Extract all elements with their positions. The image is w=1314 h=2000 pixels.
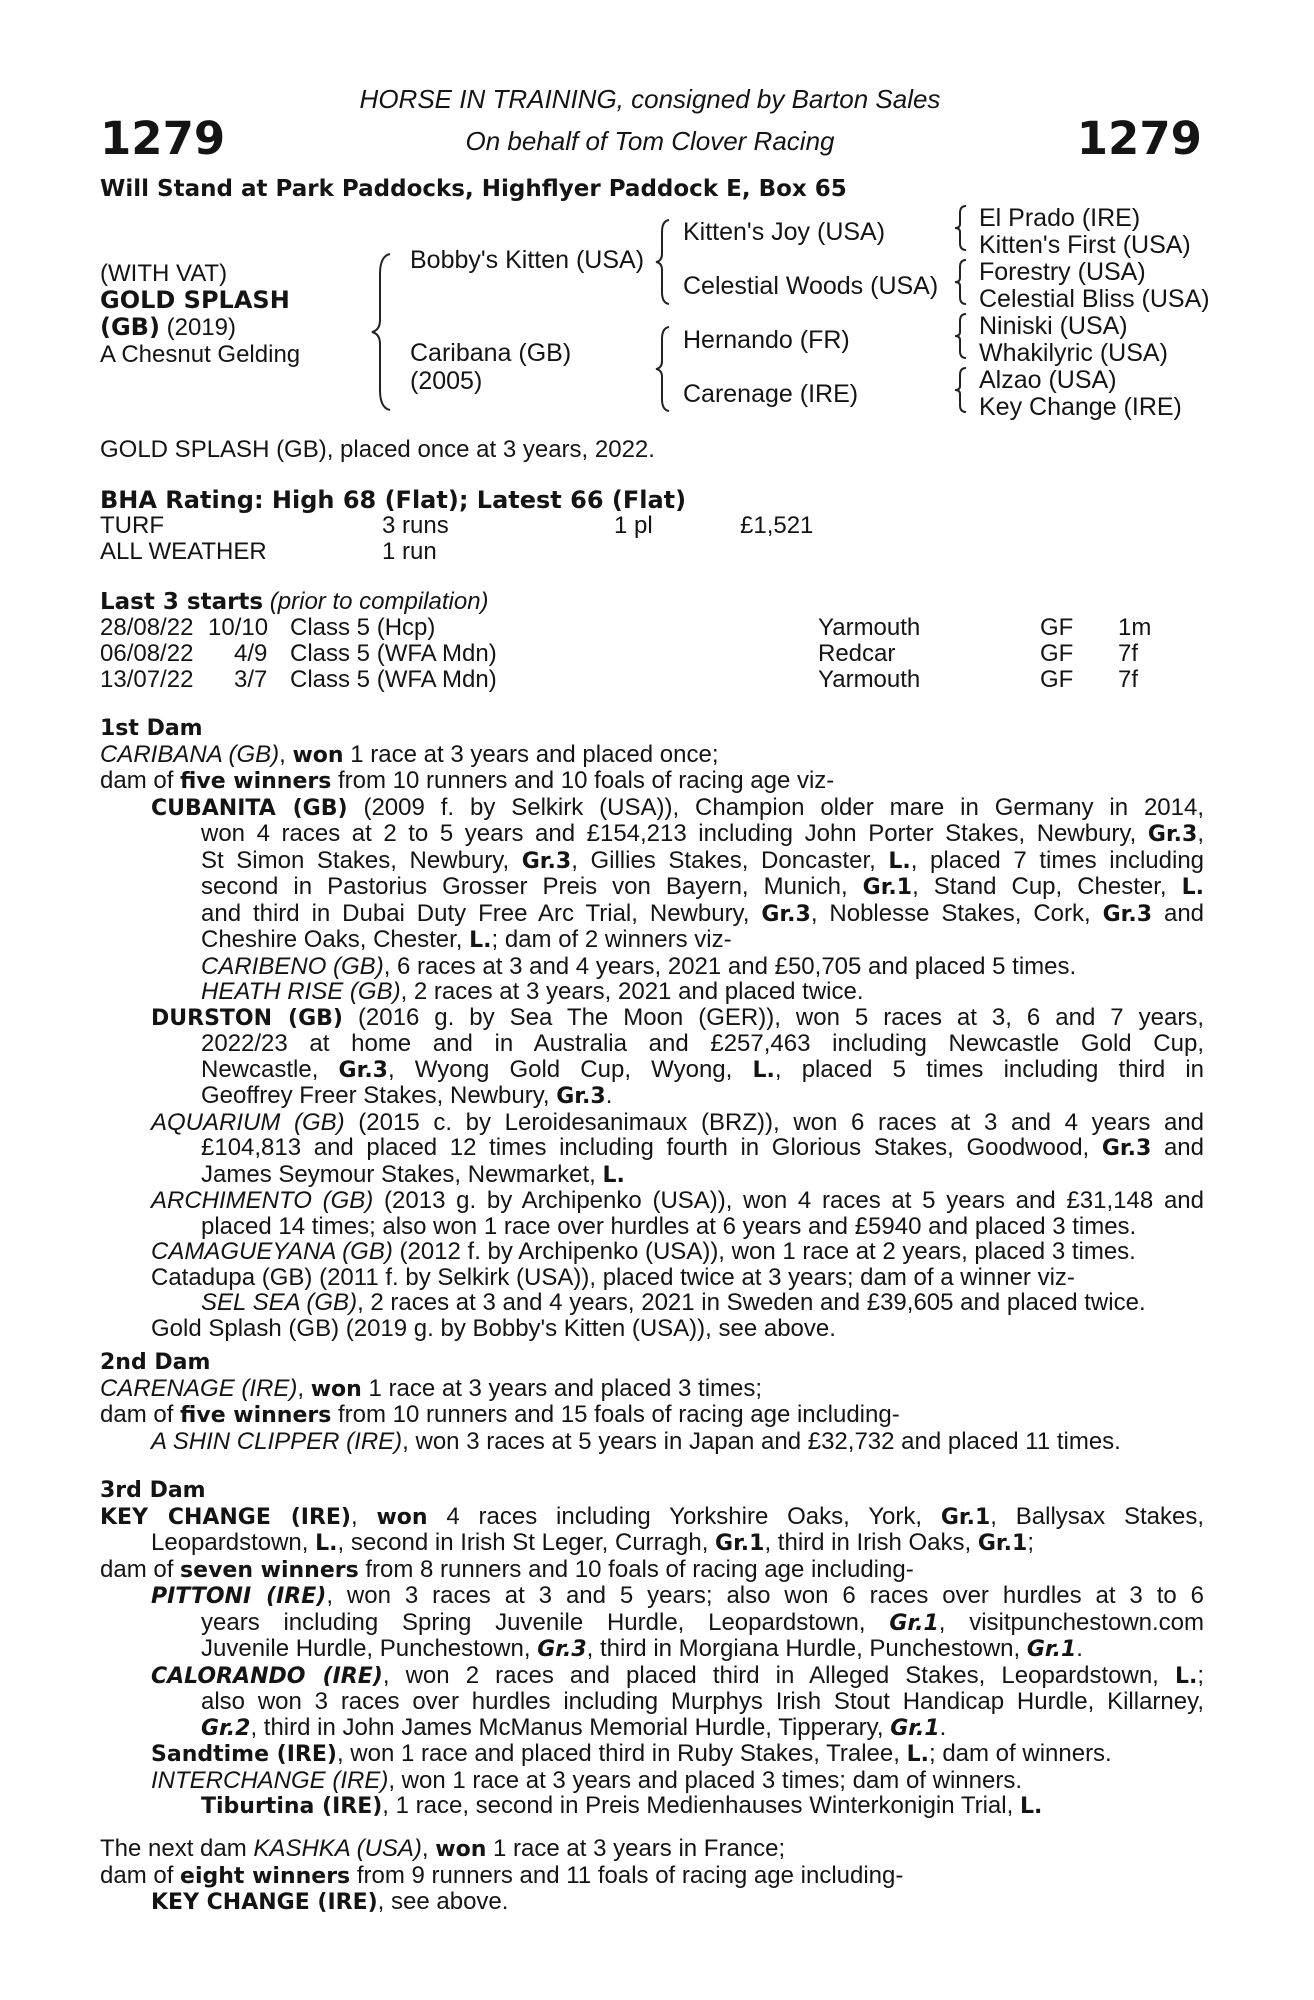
text: from 10 runners and 15 foals of racing age including- bbox=[331, 1401, 900, 1428]
text: ; bbox=[1027, 1529, 1034, 1556]
first-dam-section bbox=[100, 716, 1204, 1341]
archimento-line-1 bbox=[100, 1188, 1204, 1214]
text: , bbox=[421, 1835, 436, 1862]
aquarium-line-2 bbox=[100, 1135, 1204, 1162]
aquarium-name: AQUARIUM (GB) bbox=[151, 1108, 345, 1136]
calorando-line-2: also won 3 races over hurdles including Murphys Irish Stout Handicap Hurdle, Killarney, bbox=[201, 1688, 1204, 1715]
pedigree-dam: Caribana (GB) bbox=[410, 339, 572, 367]
text: Geoffrey Freer Stakes, Newbury, bbox=[201, 1082, 557, 1109]
text: . bbox=[605, 1082, 613, 1109]
start-date-2: 06/08/22 bbox=[100, 640, 194, 667]
text: ; dam of 2 winners viz- bbox=[491, 926, 732, 953]
cubanita-line-6 bbox=[100, 927, 1204, 954]
durston-line-3 bbox=[100, 1057, 1204, 1084]
start-race-2: Class 5 (WFA Mdn) bbox=[290, 640, 497, 667]
text: James Seymour Stakes, Newmarket, bbox=[201, 1160, 603, 1188]
cubanita-line-2 bbox=[100, 821, 1204, 848]
lot-number-right: 1279 bbox=[1076, 112, 1202, 165]
aquarium-line-3 bbox=[100, 1162, 1204, 1189]
won-label: won bbox=[310, 1376, 362, 1402]
grade: L. bbox=[469, 928, 492, 953]
grade: L. bbox=[602, 1162, 625, 1188]
start-dist-1: 1m bbox=[1118, 614, 1152, 641]
start-course-1: Yarmouth bbox=[818, 614, 921, 641]
text: , Ballysax Stakes, bbox=[990, 1502, 1204, 1530]
text: , second in Irish St Leger, Curragh, bbox=[337, 1529, 716, 1556]
horse-name: GOLD SPLASH bbox=[100, 286, 290, 314]
catadupa-line: Catadupa (GB) (2011 f. by Selkirk (USA)), placed twice at 3 years; dam of a winner viz- bbox=[151, 1263, 1075, 1291]
pedigree-gen3-4: Celestial Bliss (USA) bbox=[979, 285, 1210, 313]
text: . bbox=[1076, 1635, 1083, 1662]
text: , won 1 race and placed third in Ruby Stakes, Tralee, bbox=[336, 1740, 907, 1767]
grade: Gr.3 bbox=[338, 1057, 388, 1083]
text: £104,813 and placed 12 times including fourth in Glorious Stakes, Goodwood, bbox=[201, 1134, 1102, 1161]
grade: L. bbox=[752, 1057, 775, 1083]
text: , third in John James McManus Memorial Hurdle, Tipperary, bbox=[250, 1713, 891, 1741]
text: dam of bbox=[100, 767, 181, 794]
sel-sea-line bbox=[100, 1290, 1204, 1316]
grade: L. bbox=[1174, 1663, 1198, 1689]
stand-location: Will Stand at Park Paddocks, Highflyer Paddock E, Box 65 bbox=[100, 176, 847, 202]
start-race-3: Class 5 (WFA Mdn) bbox=[290, 666, 497, 693]
interchange-line bbox=[100, 1768, 1204, 1794]
start-going-1: GF bbox=[1040, 614, 1074, 641]
text: years including Spring Juvenile Hurdle, Leopardstown, bbox=[201, 1608, 890, 1636]
start-pos-3: 3/7 bbox=[234, 666, 268, 693]
grade: Gr.1 bbox=[862, 875, 913, 900]
next-dam-section bbox=[100, 1836, 1204, 1916]
horse-year: (2019) bbox=[159, 314, 236, 341]
text: from 8 runners and 10 foals of racing age including- bbox=[358, 1555, 914, 1583]
text: 1 race at 3 years and placed once; bbox=[343, 740, 719, 768]
text: , Noblesse Stakes, Cork, bbox=[810, 899, 1103, 927]
second-dam-name: CARENAGE (IRE) bbox=[100, 1374, 298, 1402]
a-shin-clipper-line bbox=[100, 1429, 1204, 1455]
grade: L. bbox=[1019, 1794, 1043, 1819]
grade: L. bbox=[315, 1531, 338, 1556]
horse-description: A Chesnut Gelding bbox=[100, 341, 301, 368]
cubanita-line-5 bbox=[100, 901, 1204, 928]
won-label: won bbox=[435, 1837, 487, 1862]
text: from 10 runners and 10 foals of racing age viz- bbox=[331, 767, 835, 794]
pedigree-brace-main bbox=[370, 252, 394, 412]
race-summary: GOLD SPLASH (GB), placed once at 3 years, 2022. bbox=[100, 436, 655, 463]
text: Newcastle, bbox=[201, 1055, 339, 1083]
durston-line-1 bbox=[100, 1005, 1204, 1032]
grade: Gr.1 bbox=[977, 1531, 1028, 1556]
text: second in Pastorius Grosser Preis von Bayern, Munich, bbox=[201, 873, 863, 900]
pedigree-brace-g1 bbox=[954, 204, 968, 252]
second-dam-line-1 bbox=[100, 1376, 1204, 1403]
pedigree-gen3-8: Key Change (IRE) bbox=[979, 393, 1182, 421]
pittoni-line-1 bbox=[100, 1583, 1204, 1610]
start-race-1: Class 5 (Hcp) bbox=[290, 614, 436, 641]
pedigree-brace-g4 bbox=[954, 366, 968, 414]
last-starts-note: (prior to compilation) bbox=[269, 588, 489, 615]
won-label: won bbox=[292, 742, 344, 768]
start-going-2: GF bbox=[1040, 640, 1074, 667]
pedigree-brace-g3 bbox=[954, 312, 968, 360]
heath-rise-line bbox=[100, 979, 1204, 1005]
pedigree-gen3-2: Kitten's First (USA) bbox=[979, 231, 1191, 259]
heath-rise-name: HEATH RISE (GB) bbox=[201, 978, 401, 1005]
text: , won 2 races and placed third in Alleged Stakes, Leopardstown, bbox=[382, 1661, 1175, 1689]
bha-rating: BHA Rating: High 68 (Flat); Latest 66 (Flat) bbox=[100, 486, 687, 514]
text: dam of bbox=[100, 1555, 181, 1583]
text: (2015 c. by Leroidesanimaux (BRZ)), won 6 races at 3 and 4 years and bbox=[344, 1108, 1205, 1136]
pedigree-gen3-7: Alzao (USA) bbox=[979, 366, 1117, 394]
grade: Gr.1 bbox=[1026, 1637, 1077, 1662]
pittoni-name: PITTONI (IRE) bbox=[151, 1584, 327, 1609]
text: (2012 f. by Archipenko (USA)), won 1 race at 2 years, placed 3 times. bbox=[392, 1238, 1136, 1265]
grade: Gr.3 bbox=[1102, 901, 1153, 927]
winners-count: five winners bbox=[180, 769, 332, 794]
last-starts-heading bbox=[100, 588, 489, 616]
start-dist-3: 7f bbox=[1118, 666, 1139, 693]
consignor-line: HORSE IN TRAINING, consigned by Barton Sales bbox=[359, 84, 941, 114]
lot-number-left: 1279 bbox=[100, 112, 226, 165]
rating-prize-1: £1,521 bbox=[740, 512, 814, 539]
sandtime-line bbox=[100, 1741, 1204, 1768]
cubanita-line-4 bbox=[100, 874, 1204, 901]
cubanita-line-1 bbox=[100, 795, 1204, 822]
caribeno-name: CARIBENO (GB) bbox=[201, 952, 384, 980]
horse-country: (GB) bbox=[100, 313, 160, 341]
second-dam-section bbox=[100, 1350, 1204, 1454]
key-change-name: KEY CHANGE (IRE) bbox=[151, 1890, 378, 1915]
text: , third in Morgiana Hurdle, Punchestown, bbox=[586, 1635, 1027, 1662]
start-course-2: Redcar bbox=[818, 640, 896, 667]
third-dam-heading: 3rd Dam bbox=[100, 1478, 206, 1503]
start-pos-1: 10/10 bbox=[208, 614, 269, 641]
text: (2009 f. by Selkirk (USA)), Champion older mare in Germany in 2014, bbox=[347, 793, 1205, 821]
text: dam of bbox=[100, 1861, 181, 1889]
text: , visitpunchestown.com bbox=[938, 1608, 1205, 1636]
text: (2016 g. by Sea The Moon (GER)), won 5 races at 3, 6 and 7 years, bbox=[342, 1003, 1204, 1031]
durston-line-4 bbox=[100, 1083, 1204, 1110]
start-dist-2: 7f bbox=[1118, 640, 1139, 667]
next-dam-line-3 bbox=[100, 1889, 1204, 1916]
text: , won 1 race at 3 years and placed 3 times; dam of winners. bbox=[388, 1766, 1022, 1794]
last-starts-title: Last 3 starts bbox=[100, 589, 264, 615]
grade: Gr.3 bbox=[556, 1084, 606, 1109]
pedigree-brace-dam bbox=[655, 325, 671, 413]
text: , bbox=[350, 1502, 377, 1530]
gold-splash-line: Gold Splash (GB) (2019 g. by Bobby's Kitten (USA)), see above. bbox=[151, 1314, 836, 1342]
calorando-line-3 bbox=[100, 1715, 1204, 1742]
first-dam-heading: 1st Dam bbox=[100, 716, 203, 741]
second-dam-line-2 bbox=[100, 1402, 1204, 1429]
text: Juvenile Hurdle, Punchestown, bbox=[201, 1635, 538, 1662]
archimento-line-2: placed 14 times; also won 1 race over hurdles at 6 years and £5940 and placed 3 times. bbox=[201, 1212, 1137, 1240]
pedigree-gen2-2: Celestial Woods (USA) bbox=[683, 272, 939, 300]
pedigree-gen3-6: Whakilyric (USA) bbox=[979, 339, 1168, 367]
pedigree-brace-g2 bbox=[954, 258, 968, 306]
text: , bbox=[279, 740, 293, 768]
aquarium-line-1 bbox=[100, 1110, 1204, 1136]
text: , won 3 races at 3 and 5 years; also won 6 races over hurdles at 3 to 6 bbox=[326, 1582, 1204, 1609]
text: Cheshire Oaks, Chester, bbox=[201, 926, 470, 953]
start-date-3: 13/07/22 bbox=[100, 666, 194, 693]
text: , Stand Cup, Chester, bbox=[912, 873, 1182, 900]
grade: Gr.1 bbox=[890, 1715, 940, 1741]
cubanita-name: CUBANITA (GB) bbox=[151, 795, 348, 821]
text: (2013 g. by Archipenko (USA)), won 4 races at 5 years and £31,148 and bbox=[373, 1187, 1204, 1214]
third-dam-line-2 bbox=[100, 1530, 1204, 1557]
text: 4 races including Yorkshire Oaks, York, bbox=[427, 1502, 941, 1530]
pedigree-dam-year: (2005) bbox=[410, 367, 483, 395]
text: and bbox=[1151, 1134, 1204, 1161]
first-dam-line-2 bbox=[100, 768, 1204, 795]
grade: Gr.1 bbox=[715, 1531, 765, 1556]
cubanita-line-3 bbox=[100, 848, 1204, 875]
text: . bbox=[939, 1713, 947, 1741]
start-course-3: Yarmouth bbox=[818, 666, 921, 693]
text: , 1 race, second in Preis Medienhauses Winterkonigin Trial, bbox=[382, 1792, 1020, 1819]
pedigree-brace-sire bbox=[655, 218, 671, 306]
grade: Gr.1 bbox=[889, 1610, 939, 1636]
text: ; dam of winners. bbox=[928, 1740, 1112, 1767]
key-change-name: KEY CHANGE (IRE) bbox=[100, 1504, 351, 1530]
sel-sea-name: SEL SEA (GB) bbox=[201, 1289, 358, 1316]
text: 1 race at 3 years in France; bbox=[486, 1835, 786, 1862]
horse-origin bbox=[100, 313, 236, 342]
text: ; bbox=[1197, 1661, 1205, 1689]
text: , Wyong Gold Cup, Wyong, bbox=[387, 1055, 753, 1083]
a-shin-clipper-name: A SHIN CLIPPER (IRE) bbox=[151, 1427, 403, 1455]
rating-surface-2: ALL WEATHER bbox=[100, 538, 267, 565]
durston-line-2: 2022/23 at home and in Australia and £257,463 including Newcastle Gold Cup, bbox=[201, 1030, 1204, 1057]
text: , see above. bbox=[377, 1888, 509, 1915]
first-dam-name: CARIBANA (GB) bbox=[100, 740, 280, 768]
behalf-line: On behalf of Tom Clover Racing bbox=[465, 126, 835, 156]
text: St Simon Stakes, Newbury, bbox=[201, 846, 522, 874]
tiburtina-name: Tiburtina (IRE) bbox=[201, 1794, 383, 1819]
text: , Gillies Stakes, Doncaster, bbox=[571, 846, 889, 874]
text: 1 race at 3 years and placed 3 times; bbox=[361, 1374, 763, 1402]
text: won 4 races at 2 to 5 years and £154,213 including John Porter Stakes, Newbury, bbox=[201, 820, 1148, 847]
text: , placed 5 times including third in bbox=[774, 1055, 1205, 1083]
text: and third in Dubai Duty Free Arc Trial, Newbury, bbox=[201, 899, 762, 927]
grade: L. bbox=[888, 848, 911, 874]
pedigree-gen2-3: Hernando (FR) bbox=[683, 326, 850, 354]
grade: L. bbox=[1181, 875, 1204, 900]
text: , 2 races at 3 years, 2021 and placed twice. bbox=[400, 978, 864, 1005]
first-dam-line-1 bbox=[100, 742, 1204, 769]
grade: Gr.3 bbox=[521, 848, 572, 874]
text: Leopardstown, bbox=[151, 1529, 316, 1556]
second-dam-heading: 2nd Dam bbox=[100, 1350, 211, 1375]
third-dam-section bbox=[100, 1478, 1204, 1820]
text: , 2 races at 3 and 4 years, 2021 in Sweden and £39,605 and placed twice. bbox=[357, 1289, 1146, 1316]
winners-count: five winners bbox=[180, 1403, 332, 1428]
text: from 9 runners and 11 foals of racing age including- bbox=[350, 1861, 904, 1889]
pedigree-gen3-1: El Prado (IRE) bbox=[979, 204, 1141, 232]
start-going-3: GF bbox=[1040, 666, 1074, 693]
text: and bbox=[1152, 899, 1205, 927]
camagueyana-name: CAMAGUEYANA (GB) bbox=[151, 1238, 393, 1265]
text: , 6 races at 3 and 4 years, 2021 and £50,705 and placed 5 times. bbox=[383, 952, 1077, 980]
caribeno-line bbox=[100, 954, 1204, 980]
pedigree-gen3-5: Niniski (USA) bbox=[979, 312, 1128, 340]
grade: Gr.3 bbox=[761, 901, 811, 927]
calorando-line-1 bbox=[100, 1663, 1204, 1690]
text: , bbox=[297, 1374, 311, 1402]
grade: Gr.3 bbox=[1101, 1136, 1152, 1161]
third-dam-line-3 bbox=[100, 1557, 1204, 1584]
text: , third in Irish Oaks, bbox=[764, 1529, 978, 1556]
pittoni-line-3 bbox=[100, 1636, 1204, 1663]
pedigree-sire: Bobby's Kitten (USA) bbox=[410, 246, 645, 274]
rating-runs-2: 1 run bbox=[382, 538, 437, 565]
rating-runs-1: 3 runs bbox=[382, 512, 449, 539]
grade: Gr.3 bbox=[1147, 822, 1198, 847]
tiburtina-line bbox=[100, 1793, 1204, 1820]
pittoni-line-2 bbox=[100, 1610, 1204, 1637]
rating-surface-1: TURF bbox=[100, 512, 164, 539]
grade: Gr.1 bbox=[940, 1504, 991, 1530]
next-dam-line-2 bbox=[100, 1863, 1204, 1890]
grade: L. bbox=[906, 1742, 929, 1767]
pedigree-gen2-4: Carenage (IRE) bbox=[683, 380, 859, 408]
durston-name: DURSTON (GB) bbox=[151, 1005, 343, 1031]
archimento-name: ARCHIMENTO (GB) bbox=[151, 1187, 374, 1214]
pedigree-gen2-1: Kitten's Joy (USA) bbox=[683, 218, 886, 246]
text: , won 3 races at 5 years in Japan and £32,732 and placed 11 times. bbox=[402, 1427, 1121, 1455]
camagueyana-line bbox=[100, 1239, 1204, 1265]
text: , bbox=[1197, 820, 1204, 847]
winners-count: seven winners bbox=[180, 1557, 359, 1583]
calorando-name: CALORANDO (IRE) bbox=[151, 1663, 383, 1689]
won-label: won bbox=[376, 1504, 428, 1530]
vat-note: (WITH VAT) bbox=[100, 260, 228, 287]
third-dam-line-1 bbox=[100, 1504, 1204, 1531]
text: The next dam bbox=[100, 1835, 254, 1862]
text: , placed 7 times including bbox=[910, 846, 1205, 874]
start-date-1: 28/08/22 bbox=[100, 614, 194, 641]
grade: Gr.2 bbox=[201, 1715, 251, 1741]
sandtime-name: Sandtime (IRE) bbox=[151, 1742, 337, 1767]
grade: Gr.3 bbox=[537, 1637, 587, 1662]
text: dam of bbox=[100, 1401, 181, 1428]
kashka-name: KASHKA (USA) bbox=[253, 1835, 422, 1862]
next-dam-line-1 bbox=[100, 1836, 1204, 1863]
rating-placed-1: 1 pl bbox=[614, 512, 653, 539]
interchange-name: INTERCHANGE (IRE) bbox=[151, 1766, 389, 1794]
start-pos-2: 4/9 bbox=[234, 640, 268, 667]
pedigree-gen3-3: Forestry (USA) bbox=[979, 258, 1146, 286]
winners-count: eight winners bbox=[180, 1863, 351, 1889]
